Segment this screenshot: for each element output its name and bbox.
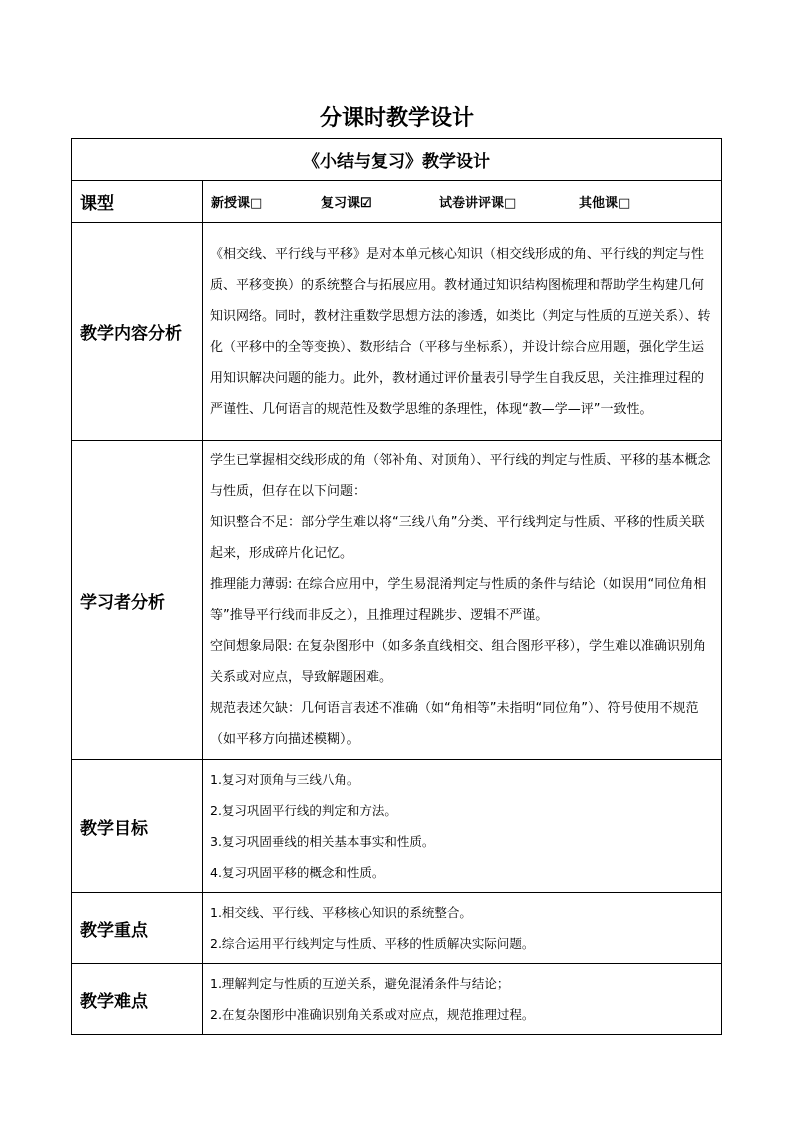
learner-paragraph: 知识整合不足：部分学生难以将“三线八角”分类、平行线判定与性质、平移的性质关联起来，形成碎片化记忆。 xyxy=(210,515,705,561)
objective-item: 4.复习巩固平移的概念和性质。 xyxy=(210,865,385,880)
difficulty-item: 1.理解判定与性质的互逆关系，避免混淆条件与结论； xyxy=(210,976,510,991)
option-other-lesson[interactable]: 其他课□ xyxy=(579,196,631,211)
objectives-list xyxy=(203,760,722,893)
objectives-row xyxy=(72,760,722,893)
lesson-type-row xyxy=(72,181,722,223)
key-points-list xyxy=(203,893,722,964)
lesson-type-label: 课型 xyxy=(72,181,203,223)
learner-paragraph: 规范表述欠缺：几何语言表述不准确（如“角相等”未指明“同位角”）、符号使用不规范（如平移方向描述模糊）。 xyxy=(210,701,699,747)
lesson-design-table xyxy=(71,138,722,1035)
option-review-lesson[interactable]: 复习课☑ xyxy=(321,196,372,211)
option-exam-review-lesson[interactable]: 试卷讲评课□ xyxy=(439,196,517,211)
page-title: 分课时教学设计 xyxy=(319,105,474,131)
key-points-label: 教学重点 xyxy=(72,893,203,964)
difficulties-label: 教学难点 xyxy=(72,964,203,1035)
lesson-type-options xyxy=(203,181,722,223)
table-title: 《小结与复习》教学设计 xyxy=(72,139,722,181)
difficulties-row xyxy=(72,964,722,1035)
difficulty-item: 2.在复杂图形中准确识别角关系或对应点，规范推理过程。 xyxy=(210,1007,535,1022)
learner-analysis-text xyxy=(203,441,722,760)
objective-item: 3.复习巩固垂线的相关基本事实和性质。 xyxy=(210,834,435,849)
key-point-item: 2.综合运用平行线判定与性质、平移的性质解决实际问题。 xyxy=(210,936,535,951)
content-analysis-row xyxy=(72,223,722,441)
content-analysis-label: 教学内容分析 xyxy=(72,223,203,441)
option-new-lesson[interactable]: 新授课□ xyxy=(211,196,263,211)
difficulties-list xyxy=(203,964,722,1035)
key-points-row xyxy=(72,893,722,964)
objectives-label: 教学目标 xyxy=(72,760,203,893)
objective-item: 2.复习巩固平行线的判定和方法。 xyxy=(210,803,397,818)
learner-paragraph: 学生已掌握相交线形成的角（邻补角、对顶角）、平行线的判定与性质、平移的基本概念与性质，但存在以下问题： xyxy=(210,453,711,499)
learner-analysis-label: 学习者分析 xyxy=(72,441,203,760)
table-title-row xyxy=(72,139,722,181)
key-point-item: 1.相交线、平行线、平移核心知识的系统整合。 xyxy=(210,905,472,920)
learner-analysis-row xyxy=(72,441,722,760)
content-analysis-paragraph: 《相交线、平行线与平移》是对本单元核心知识（相交线形成的角、平行线的判定与性质、平移变换）的系统整合与拓展应用。教材通过知识结构图梳理和帮助学生构建几何知识网络。同时，教材注重数学思想方法的渗透，如类比（判定与性质的互逆关系）、转化（平移中的全等变换）、数形结合（平移与坐标系），并设计综合应用题，强化学生运用知识解决问题的能力。此外，教材通过评价量表引导学生自我反思，关注推理过程的严谨性、几何语言的规范性及数学思维的条理性，体现“教—学—评”一致性。 xyxy=(210,246,711,417)
objective-item: 1.复习对顶角与三线八角。 xyxy=(210,772,360,787)
content-analysis-text xyxy=(203,223,722,441)
learner-paragraph: 空间想象局限: 在复杂图形中（如多条直线相交、组合图形平移），学生难以准确识别角关系或对应点，导致解题困难。 xyxy=(210,639,707,685)
learner-paragraph: 推理能力薄弱: 在综合应用中，学生易混淆判定与性质的条件与结论（如误用“同位角相等”推导平行线而非反之），且推理过程跳步、逻辑不严谨。 xyxy=(210,577,707,623)
